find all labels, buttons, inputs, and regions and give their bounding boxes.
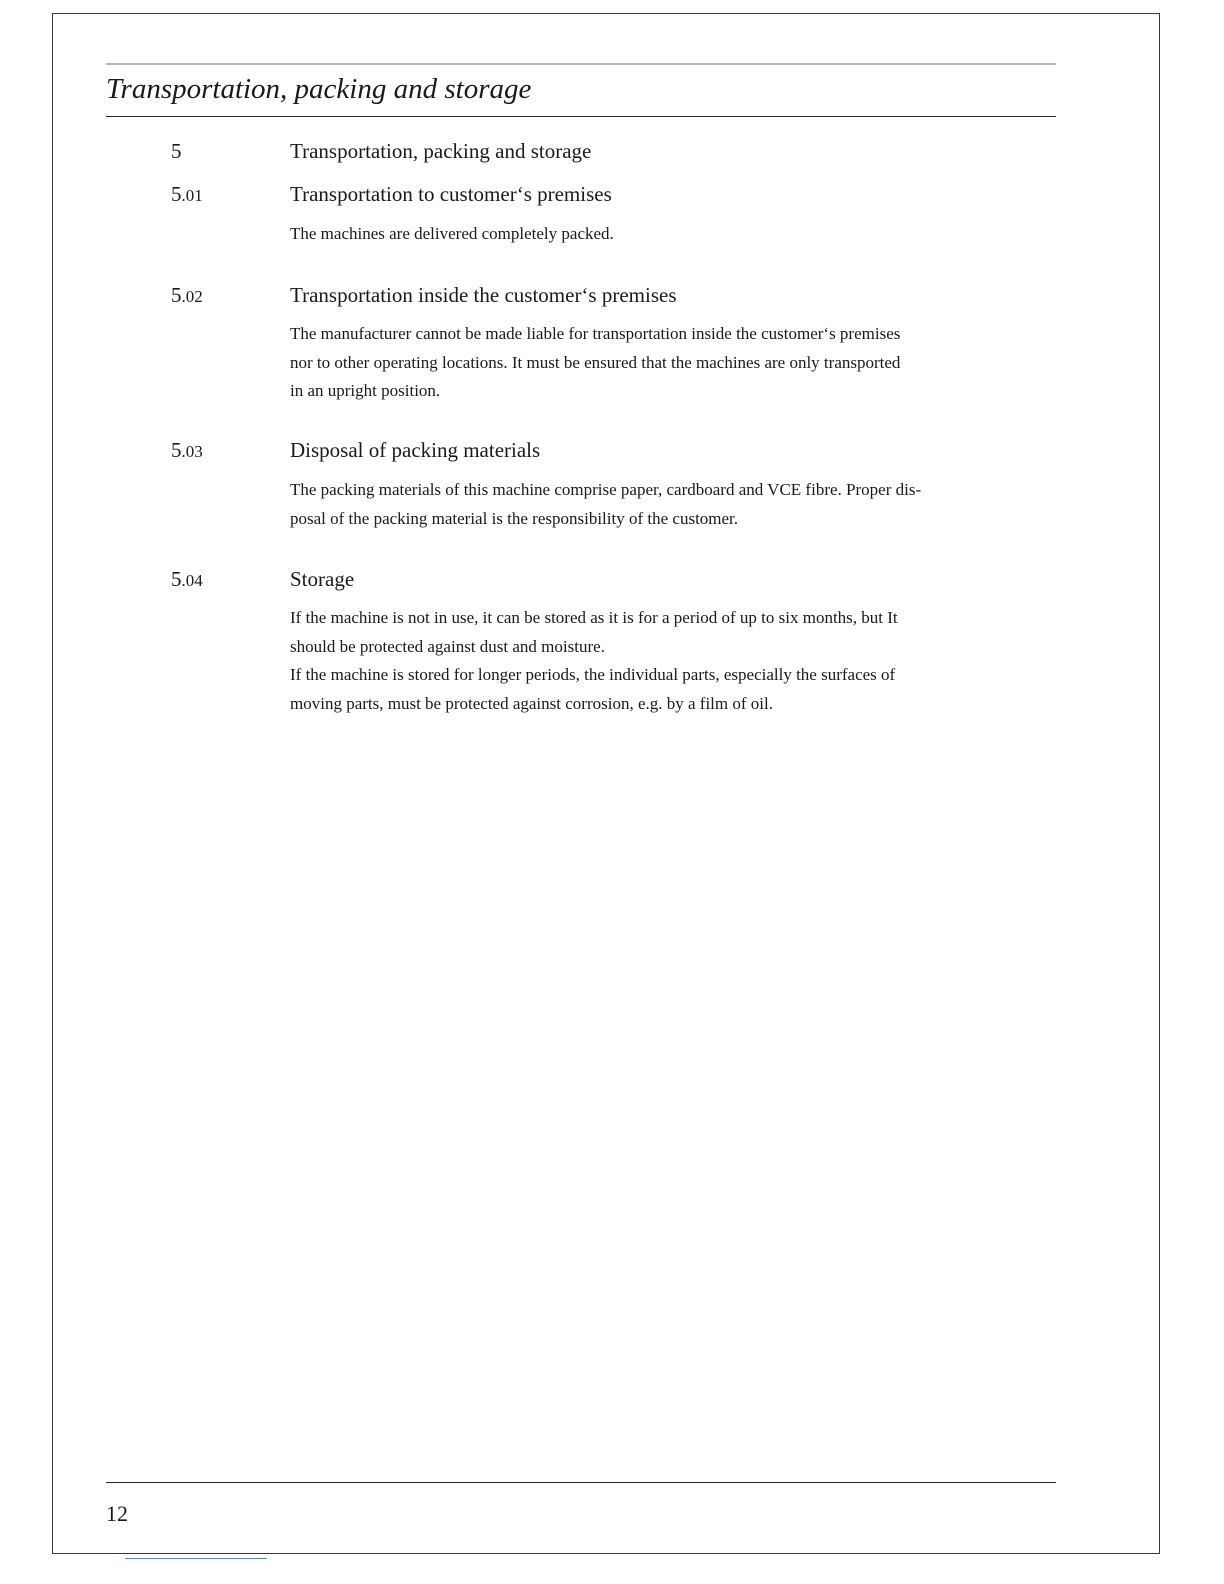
section-number-sub: .02 bbox=[181, 287, 203, 306]
section-number-main: 5 bbox=[171, 567, 182, 591]
paragraph-line: The manufacturer cannot be made liable for transportation inside the customer‘s premises bbox=[290, 324, 901, 343]
section-paragraph bbox=[290, 220, 990, 249]
section-heading: Disposal of packing materials bbox=[290, 438, 541, 462]
section-number-main: 5 bbox=[171, 182, 182, 206]
paragraph-line: The packing materials of this machine comprise paper, cardboard and VCE fibre. Proper dis- bbox=[290, 480, 922, 499]
paragraph-line: If the machine is not in use, it can be stored as it is for a period of up to six months, but It bbox=[290, 608, 898, 627]
header-rule-bottom bbox=[106, 116, 1056, 117]
page-number: 12 bbox=[106, 1501, 128, 1526]
section-number bbox=[171, 181, 203, 209]
section-number-sub: .04 bbox=[181, 571, 203, 590]
footer-link-underline bbox=[125, 1558, 267, 1559]
section-number bbox=[171, 566, 203, 594]
section-number-sub: .01 bbox=[181, 186, 203, 205]
header-rule-top bbox=[106, 63, 1056, 65]
section-number bbox=[171, 282, 203, 310]
section-heading: Transportation, packing and storage bbox=[290, 139, 592, 163]
paragraph-line: posal of the packing material is the responsibility of the customer. bbox=[290, 508, 739, 528]
paragraph-line: should be protected against dust and moisture. bbox=[290, 636, 605, 656]
section-paragraph bbox=[290, 320, 990, 406]
section-number-main: 5 bbox=[171, 139, 182, 163]
paragraph-line: moving parts, must be protected against corrosion, e.g. by a film of oil. bbox=[290, 693, 773, 713]
section-heading: Transportation to customer‘s premises bbox=[290, 182, 612, 206]
section-number bbox=[171, 138, 182, 166]
page-header-title: Transportation, packing and storage bbox=[106, 73, 532, 105]
paragraph-line: in an upright position. bbox=[290, 381, 441, 400]
section-heading: Transportation inside the customer‘s premises bbox=[290, 283, 677, 307]
section-paragraph bbox=[290, 604, 990, 718]
section-heading: Storage bbox=[290, 567, 355, 591]
section-number bbox=[171, 437, 203, 465]
section-number-main: 5 bbox=[171, 283, 182, 307]
footer-rule bbox=[106, 1482, 1056, 1483]
paragraph-line: nor to other operating locations. It must be ensured that the machines are only transported bbox=[290, 352, 901, 372]
section-number-sub: .03 bbox=[181, 442, 203, 461]
section-number-main: 5 bbox=[171, 438, 182, 462]
paragraph-line: If the machine is stored for longer periods, the individual parts, especially the surfaces of bbox=[290, 665, 896, 684]
paragraph-line: The machines are delivered completely packed. bbox=[290, 224, 614, 243]
section-paragraph bbox=[290, 476, 990, 533]
